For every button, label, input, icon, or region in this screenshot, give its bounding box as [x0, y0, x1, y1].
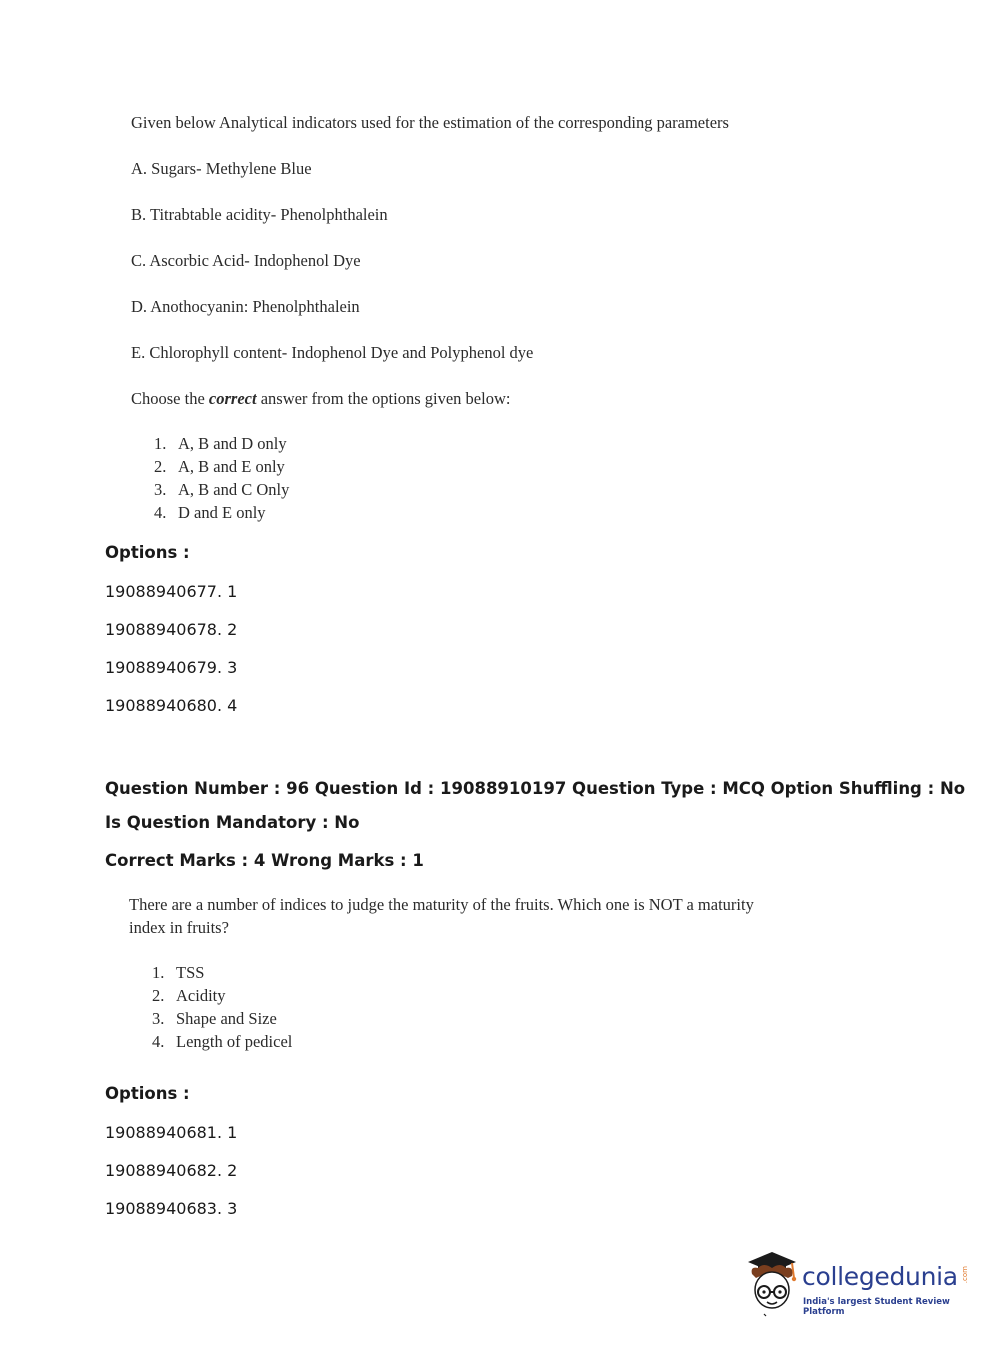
student-mascot-icon [742, 1248, 802, 1318]
q1-choice-text: A, B and C Only [178, 480, 290, 499]
q2-choice-1 [152, 963, 204, 983]
q2-choice-number: 3. [152, 1009, 165, 1028]
q1-choice-1 [154, 434, 287, 454]
q1-instruction-pre: Choose the [131, 389, 209, 408]
q1-instruction-emphasis: correct [208, 389, 257, 408]
q2-options-heading: Options : [105, 1084, 190, 1103]
q1-statement-e: E. Chlorophyll content- Indophenol Dye and Polyphenol dye [131, 343, 534, 362]
q2-choice-text: Length of pedicel [176, 1032, 293, 1051]
q1-choice-3 [154, 480, 289, 500]
q1-choice-text: D and E only [178, 503, 266, 522]
q1-choice-number: 1. [154, 434, 167, 453]
q1-options-heading: Options : [105, 543, 190, 562]
logo-domain-suffix: .com [961, 1266, 969, 1284]
q2-choice-text: TSS [176, 963, 205, 982]
q2-choice-3 [152, 1009, 277, 1029]
q2-choice-text: Acidity [176, 986, 226, 1005]
q1-option-2: 19088940678. 2 [105, 620, 238, 639]
q2-meta-line-3: Correct Marks : 4 Wrong Marks : 1 [105, 851, 424, 870]
q1-choice-text: A, B and D only [178, 434, 287, 453]
q2-choice-number: 2. [152, 986, 165, 1005]
q1-choice-4 [154, 503, 266, 523]
q1-choice-text: A, B and E only [178, 457, 285, 476]
q1-stem: Given below Analytical indicators used for the estimation of the corresponding parameters [131, 113, 729, 132]
q2-choice-2 [152, 986, 226, 1006]
q2-stem-line-1: There are a number of indices to judge the maturity of the fruits. Which one is NOT a maturity [129, 895, 754, 914]
q1-statement-d: D. Anothocyanin: Phenolphthalein [131, 297, 360, 316]
q1-statement-a: A. Sugars- Methylene Blue [131, 159, 312, 178]
q1-option-1: 19088940677. 1 [105, 582, 238, 601]
q1-instruction [131, 389, 510, 409]
q1-choice-number: 4. [154, 503, 167, 522]
q2-choice-4 [152, 1032, 292, 1052]
q2-choice-number: 4. [152, 1032, 165, 1051]
q2-option-3: 19088940683. 3 [105, 1199, 238, 1218]
q2-choice-text: Shape and Size [176, 1009, 277, 1028]
q1-option-4: 19088940680. 4 [105, 696, 238, 715]
collegedunia-logo[interactable] [742, 1248, 972, 1318]
q1-statement-c: C. Ascorbic Acid- Indophenol Dye [131, 251, 361, 270]
q2-option-2: 19088940682. 2 [105, 1161, 238, 1180]
logo-wordmark: collegedunia [802, 1262, 958, 1291]
q1-choice-number: 2. [154, 457, 167, 476]
q2-meta-line-2: Is Question Mandatory : No [105, 813, 360, 832]
q1-choice-2 [154, 457, 285, 477]
q2-choice-number: 1. [152, 963, 165, 982]
q1-choice-number: 3. [154, 480, 167, 499]
q2-stem-line-2: index in fruits? [129, 918, 229, 937]
q2-meta-line-1: Question Number : 96 Question Id : 19088910197 Question Type : MCQ Option Shuffling : No [105, 779, 966, 798]
logo-tagline: India's largest Student Review Platform [803, 1297, 950, 1317]
q1-option-3: 19088940679. 3 [105, 658, 238, 677]
q2-option-1: 19088940681. 1 [105, 1123, 238, 1142]
q1-instruction-post: answer from the options given below: [256, 389, 511, 408]
q1-statement-b: B. Titrabtable acidity- Phenolphthalein [131, 205, 388, 224]
